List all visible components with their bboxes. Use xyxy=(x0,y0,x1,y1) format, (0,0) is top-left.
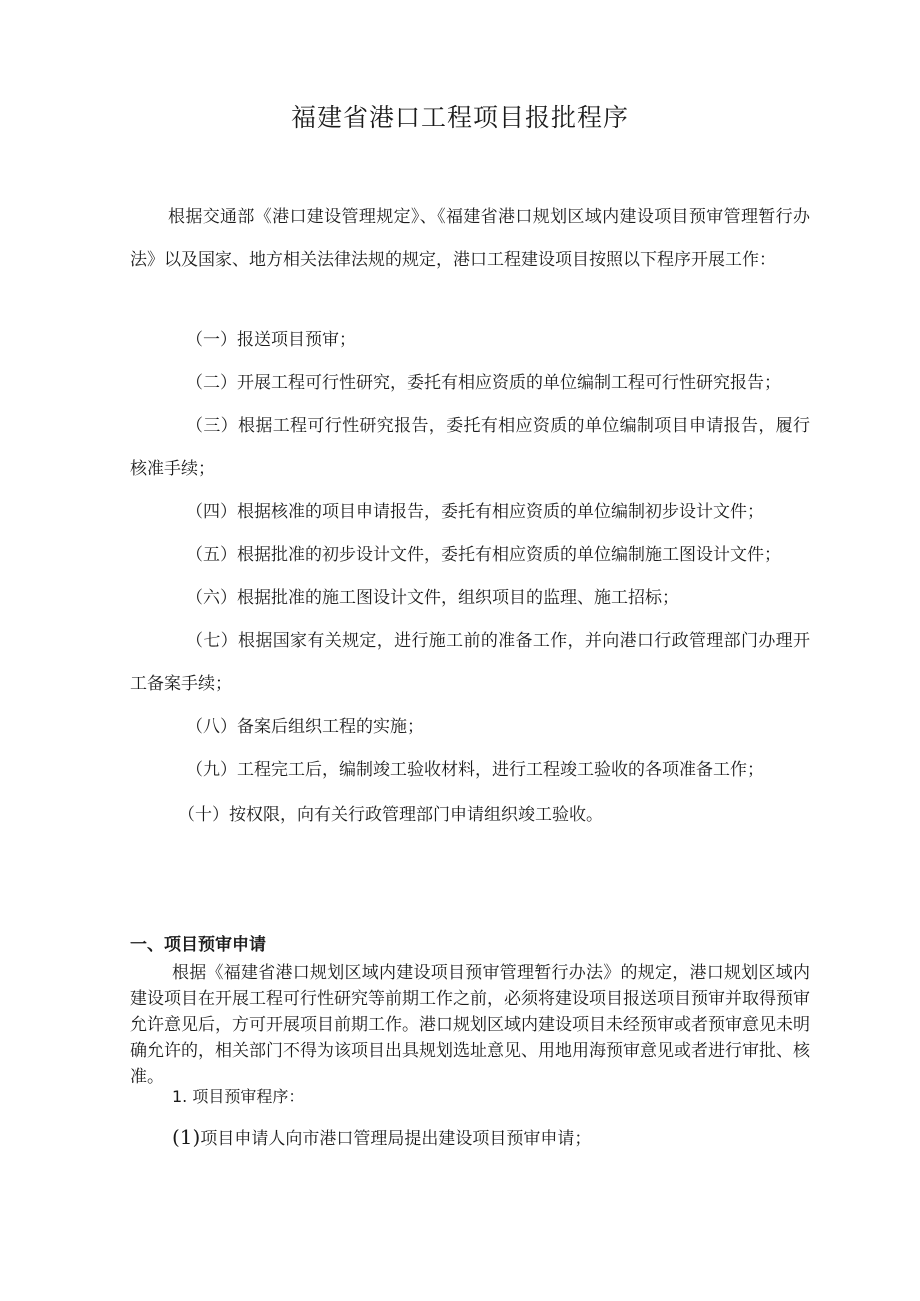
procedure-step-3: （三）根据工程可行性研究报告，委托有相应资质的单位编制项目申请报告，履行核准手续； xyxy=(130,416,810,479)
procedure-step-10: （十）按权限，向有关行政管理部门申请组织竣工验收。 xyxy=(178,805,603,825)
procedure-step-6: （六）根据批准的施工图设计文件，组织项目的监理、施工招标； xyxy=(186,588,679,608)
section-heading: 一、项目预审申请 xyxy=(130,935,266,955)
procedure-step-2: （二）开展工程可行性研究，委托有相应资质的单位编制工程可行性研究报告； xyxy=(186,373,781,393)
procedure-steps-list xyxy=(130,319,810,838)
sub-heading: 1. 项目预审程序： xyxy=(172,1087,305,1106)
procedure-step-8: （八）备案后组织工程的实施； xyxy=(186,717,424,737)
procedure-step-4: （四）根据核准的项目申请报告，委托有相应资质的单位编制初步设计文件； xyxy=(186,502,764,522)
sub-item-number: (1) xyxy=(172,1125,201,1149)
sub-item-1 xyxy=(172,1122,591,1154)
document-title: 福建省港口工程项目报批程序 xyxy=(290,103,629,132)
procedure-step-5: （五）根据批准的初步设计文件，委托有相应资质的单位编制施工图设计文件； xyxy=(186,545,781,565)
intro-paragraph: 根据交通部《港口建设管理规定》、《福建省港口规划区域内建设项目预审管理暂行办法》以及国家、地方相关法律法规的规定，港口工程建设项目按照以下程序开展工作： xyxy=(130,207,810,270)
procedure-step-7: （七）根据国家有关规定，进行施工前的准备工作，并向港口行政管理部门办理开工备案手续； xyxy=(130,631,810,694)
section-body-paragraph: 根据《福建省港口规划区域内建设项目预审管理暂行办法》的规定，港口规划区域内建设项目在开展工程可行性研究等前期工作之前，必须将建设项目报送项目预审并取得预审允许意见后，方可开展项目前期工作。港口规划区域内建设项目未经预审或者预审意见未明确允许的，相关部门不得为该项目出具规划选址意见、用地用海预审意见或者进行审批、核准。 xyxy=(130,963,810,1087)
procedure-step-9: （九）工程完工后，编制竣工验收材料，进行工程竣工验收的各项准备工作； xyxy=(186,760,764,780)
sub-item-text: 项目申请人向市港口管理局提出建设项目预审申请； xyxy=(200,1129,592,1149)
procedure-step-1: （一）报送项目预审； xyxy=(186,330,356,350)
